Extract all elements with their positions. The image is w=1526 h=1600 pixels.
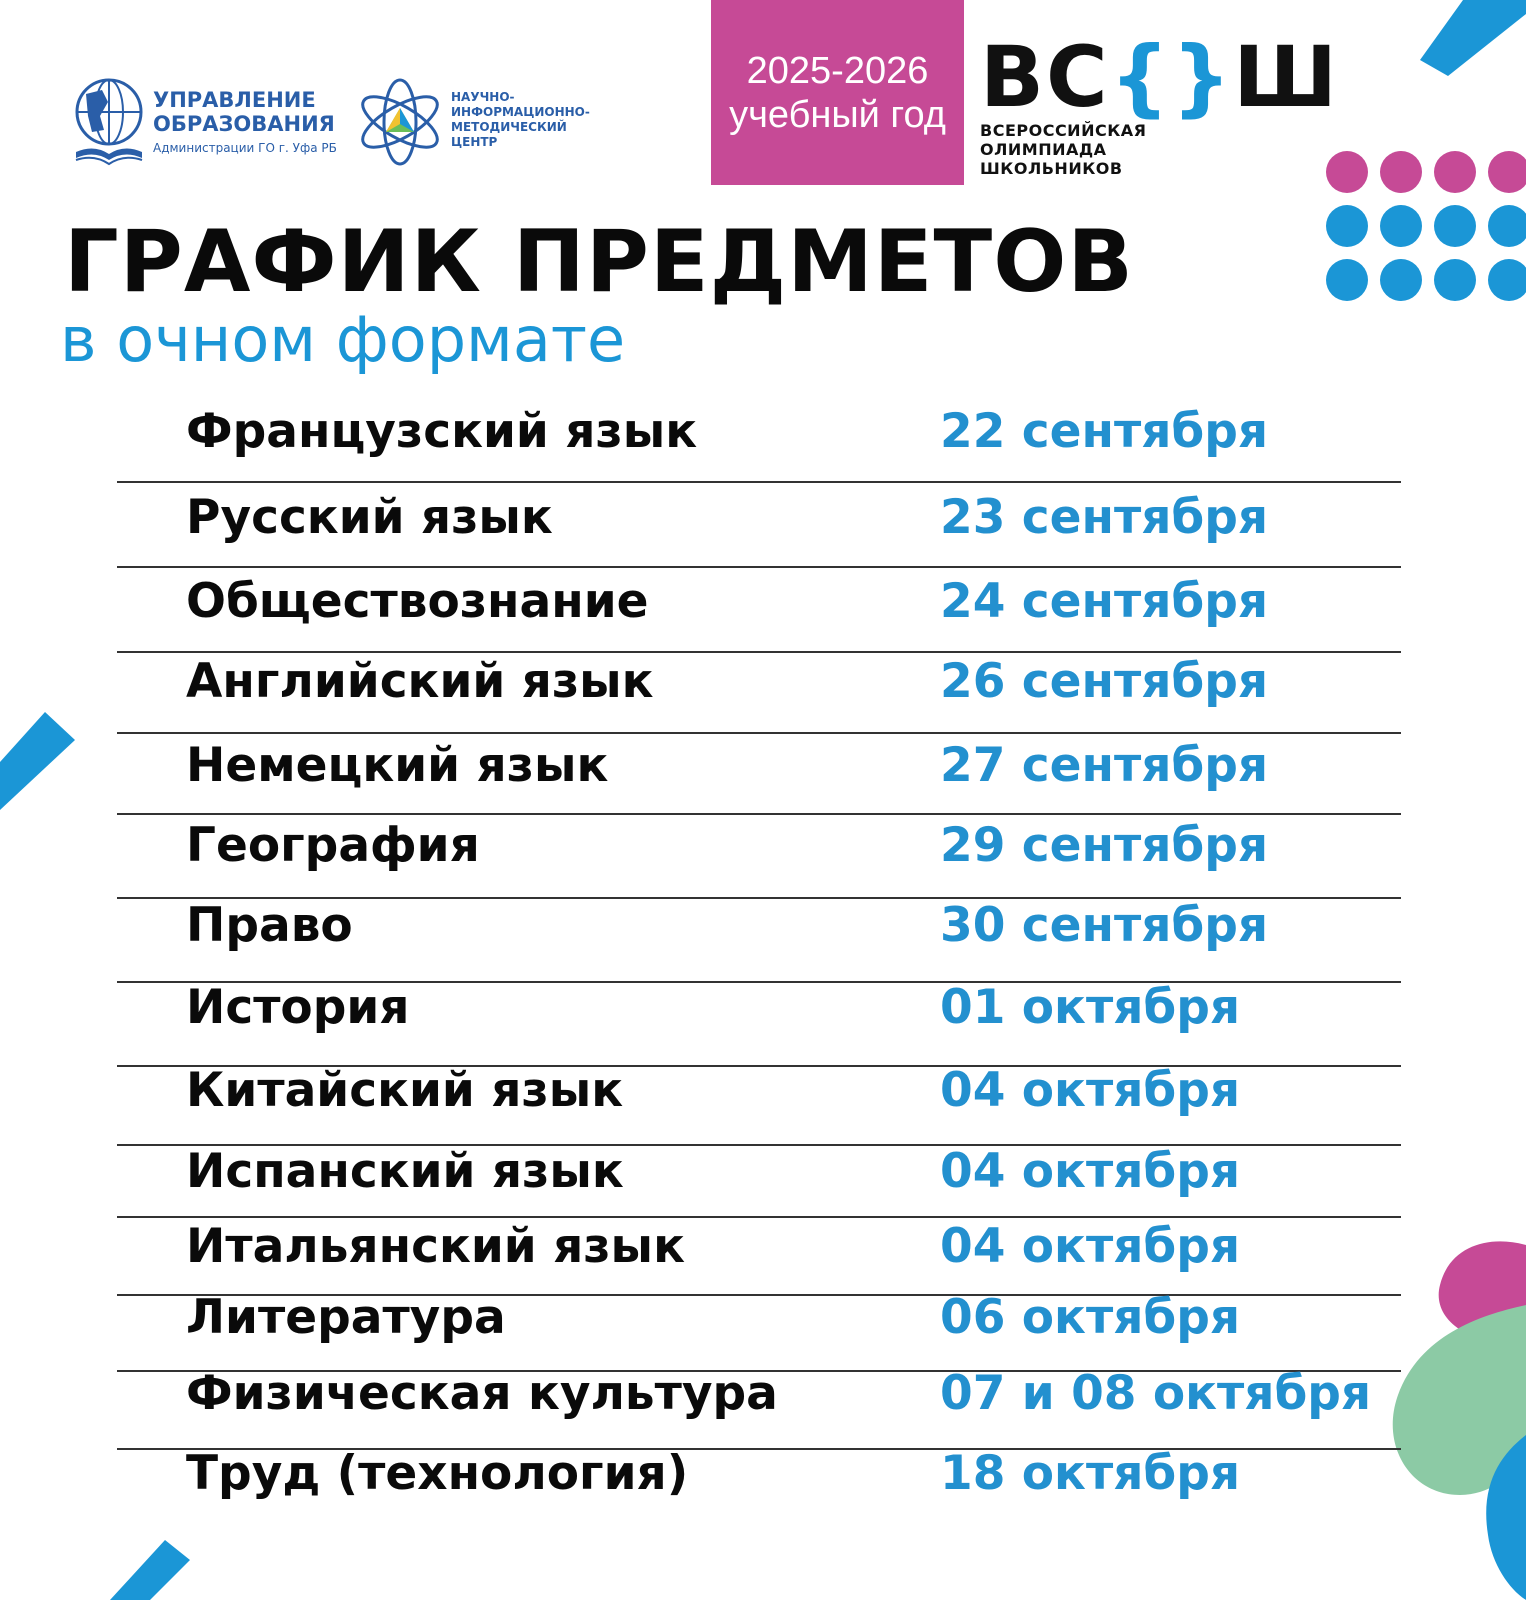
subject-name: Русский язык bbox=[186, 490, 553, 545]
subject-name: Итальянский язык bbox=[186, 1219, 685, 1274]
subject-date: 01 октября bbox=[940, 980, 1241, 1035]
row-divider bbox=[117, 651, 1401, 653]
nimc-logo-line3: МЕТОДИЧЕСКИЙ bbox=[451, 120, 567, 134]
subject-date: 04 октября bbox=[940, 1144, 1241, 1199]
subject-name: География bbox=[186, 818, 480, 873]
uo-logo-subtitle: Администрации ГО г. Уфа РБ bbox=[153, 141, 337, 155]
vsosh-logo-subtitle bbox=[980, 121, 1146, 178]
subject-date: 22 сентября bbox=[940, 404, 1269, 459]
subject-date: 06 октября bbox=[940, 1290, 1241, 1345]
decor-dot bbox=[1434, 205, 1476, 247]
subject-date: 26 сентября bbox=[940, 654, 1269, 709]
subject-name: Немецкий язык bbox=[186, 738, 609, 793]
decor-stripe-bottom-left bbox=[110, 1540, 200, 1600]
decor-dot bbox=[1434, 151, 1476, 193]
decor-stripe-top-right bbox=[1400, 0, 1526, 90]
nimc-logo-line1: НАУЧНО- bbox=[451, 90, 515, 104]
schedule-row bbox=[0, 654, 1526, 734]
vsosh-logo-brace-left: { bbox=[1109, 28, 1172, 126]
subject-name: Право bbox=[186, 898, 353, 953]
page-subtitle: в очном формате bbox=[60, 303, 626, 376]
decor-dot bbox=[1326, 151, 1368, 193]
subject-date: 04 октября bbox=[940, 1063, 1241, 1118]
row-divider bbox=[117, 813, 1401, 815]
schedule-row bbox=[0, 980, 1526, 1060]
vsosh-logo-part2: Ш bbox=[1233, 28, 1340, 126]
subject-name: Английский язык bbox=[186, 654, 654, 709]
vsosh-sub-line2: ОЛИМПИАДА bbox=[980, 140, 1107, 159]
decor-dot bbox=[1326, 259, 1368, 301]
schedule-row bbox=[0, 738, 1526, 818]
uo-logo-title bbox=[153, 88, 335, 136]
schedule-row bbox=[0, 490, 1526, 570]
decor-dot bbox=[1326, 205, 1368, 247]
nimc-logo-title bbox=[451, 90, 590, 150]
vsosh-sub-line3: ШКОЛЬНИКОВ bbox=[980, 159, 1123, 178]
subject-date: 04 октября bbox=[940, 1219, 1241, 1274]
schedule-row bbox=[0, 898, 1526, 978]
vsosh-logo bbox=[980, 28, 1339, 126]
academic-year-range: 2025-2026 bbox=[746, 49, 929, 92]
row-divider bbox=[117, 566, 1401, 568]
decor-dot bbox=[1380, 259, 1422, 301]
schedule-row bbox=[0, 1290, 1526, 1370]
schedule-row bbox=[0, 404, 1526, 484]
academic-year-label: учебный год bbox=[729, 93, 946, 136]
vsosh-logo-part1: ВС bbox=[980, 28, 1110, 126]
subject-date: 29 сентября bbox=[940, 818, 1269, 873]
schedule-row bbox=[0, 1219, 1526, 1299]
subject-date: 18 октября bbox=[940, 1446, 1241, 1501]
subject-name: Французский язык bbox=[186, 404, 698, 459]
subject-date: 07 и 08 октября bbox=[940, 1366, 1372, 1421]
row-divider bbox=[117, 732, 1401, 734]
page-title: ГРАФИК ПРЕДМЕТОВ bbox=[64, 212, 1134, 312]
subject-date: 23 сентября bbox=[940, 490, 1269, 545]
subject-name: Обществознание bbox=[186, 574, 649, 629]
decor-dot bbox=[1488, 205, 1526, 247]
schedule-row bbox=[0, 818, 1526, 898]
decor-dot bbox=[1380, 205, 1422, 247]
subject-name: Труд (технология) bbox=[186, 1446, 689, 1501]
uo-logo-line2: ОБРАЗОВАНИЯ bbox=[153, 112, 335, 136]
academic-year-badge bbox=[711, 0, 964, 185]
row-divider bbox=[117, 1216, 1401, 1218]
schedule-row bbox=[0, 574, 1526, 654]
schedule-row bbox=[0, 1446, 1526, 1526]
subject-date: 24 сентября bbox=[940, 574, 1269, 629]
decor-dot bbox=[1434, 259, 1476, 301]
nimc-logo-line2: ИНФОРМАЦИОННО- bbox=[451, 105, 590, 119]
subject-name: Литература bbox=[186, 1290, 506, 1345]
decor-dot bbox=[1380, 151, 1422, 193]
subject-name: Китайский язык bbox=[186, 1063, 624, 1118]
uo-emblem-icon bbox=[74, 76, 144, 168]
nimc-logo-line4: ЦЕНТР bbox=[451, 135, 498, 149]
schedule-row bbox=[0, 1366, 1526, 1446]
subject-name: Физическая культура bbox=[186, 1366, 778, 1421]
decor-dot bbox=[1488, 151, 1526, 193]
atom-emblem-icon bbox=[356, 76, 444, 168]
schedule-row bbox=[0, 1144, 1526, 1224]
subject-date: 27 сентября bbox=[940, 738, 1269, 793]
vsosh-logo-brace-right: } bbox=[1171, 28, 1234, 126]
schedule-row bbox=[0, 1063, 1526, 1143]
decor-dot bbox=[1488, 259, 1526, 301]
vsosh-sub-line1: ВСЕРОССИЙСКАЯ bbox=[980, 121, 1147, 140]
subject-name: История bbox=[186, 980, 410, 1035]
uo-logo-line1: УПРАВЛЕНИЕ bbox=[153, 88, 316, 112]
subject-name: Испанский язык bbox=[186, 1144, 624, 1199]
row-divider bbox=[117, 481, 1401, 483]
subject-date: 30 сентября bbox=[940, 898, 1269, 953]
